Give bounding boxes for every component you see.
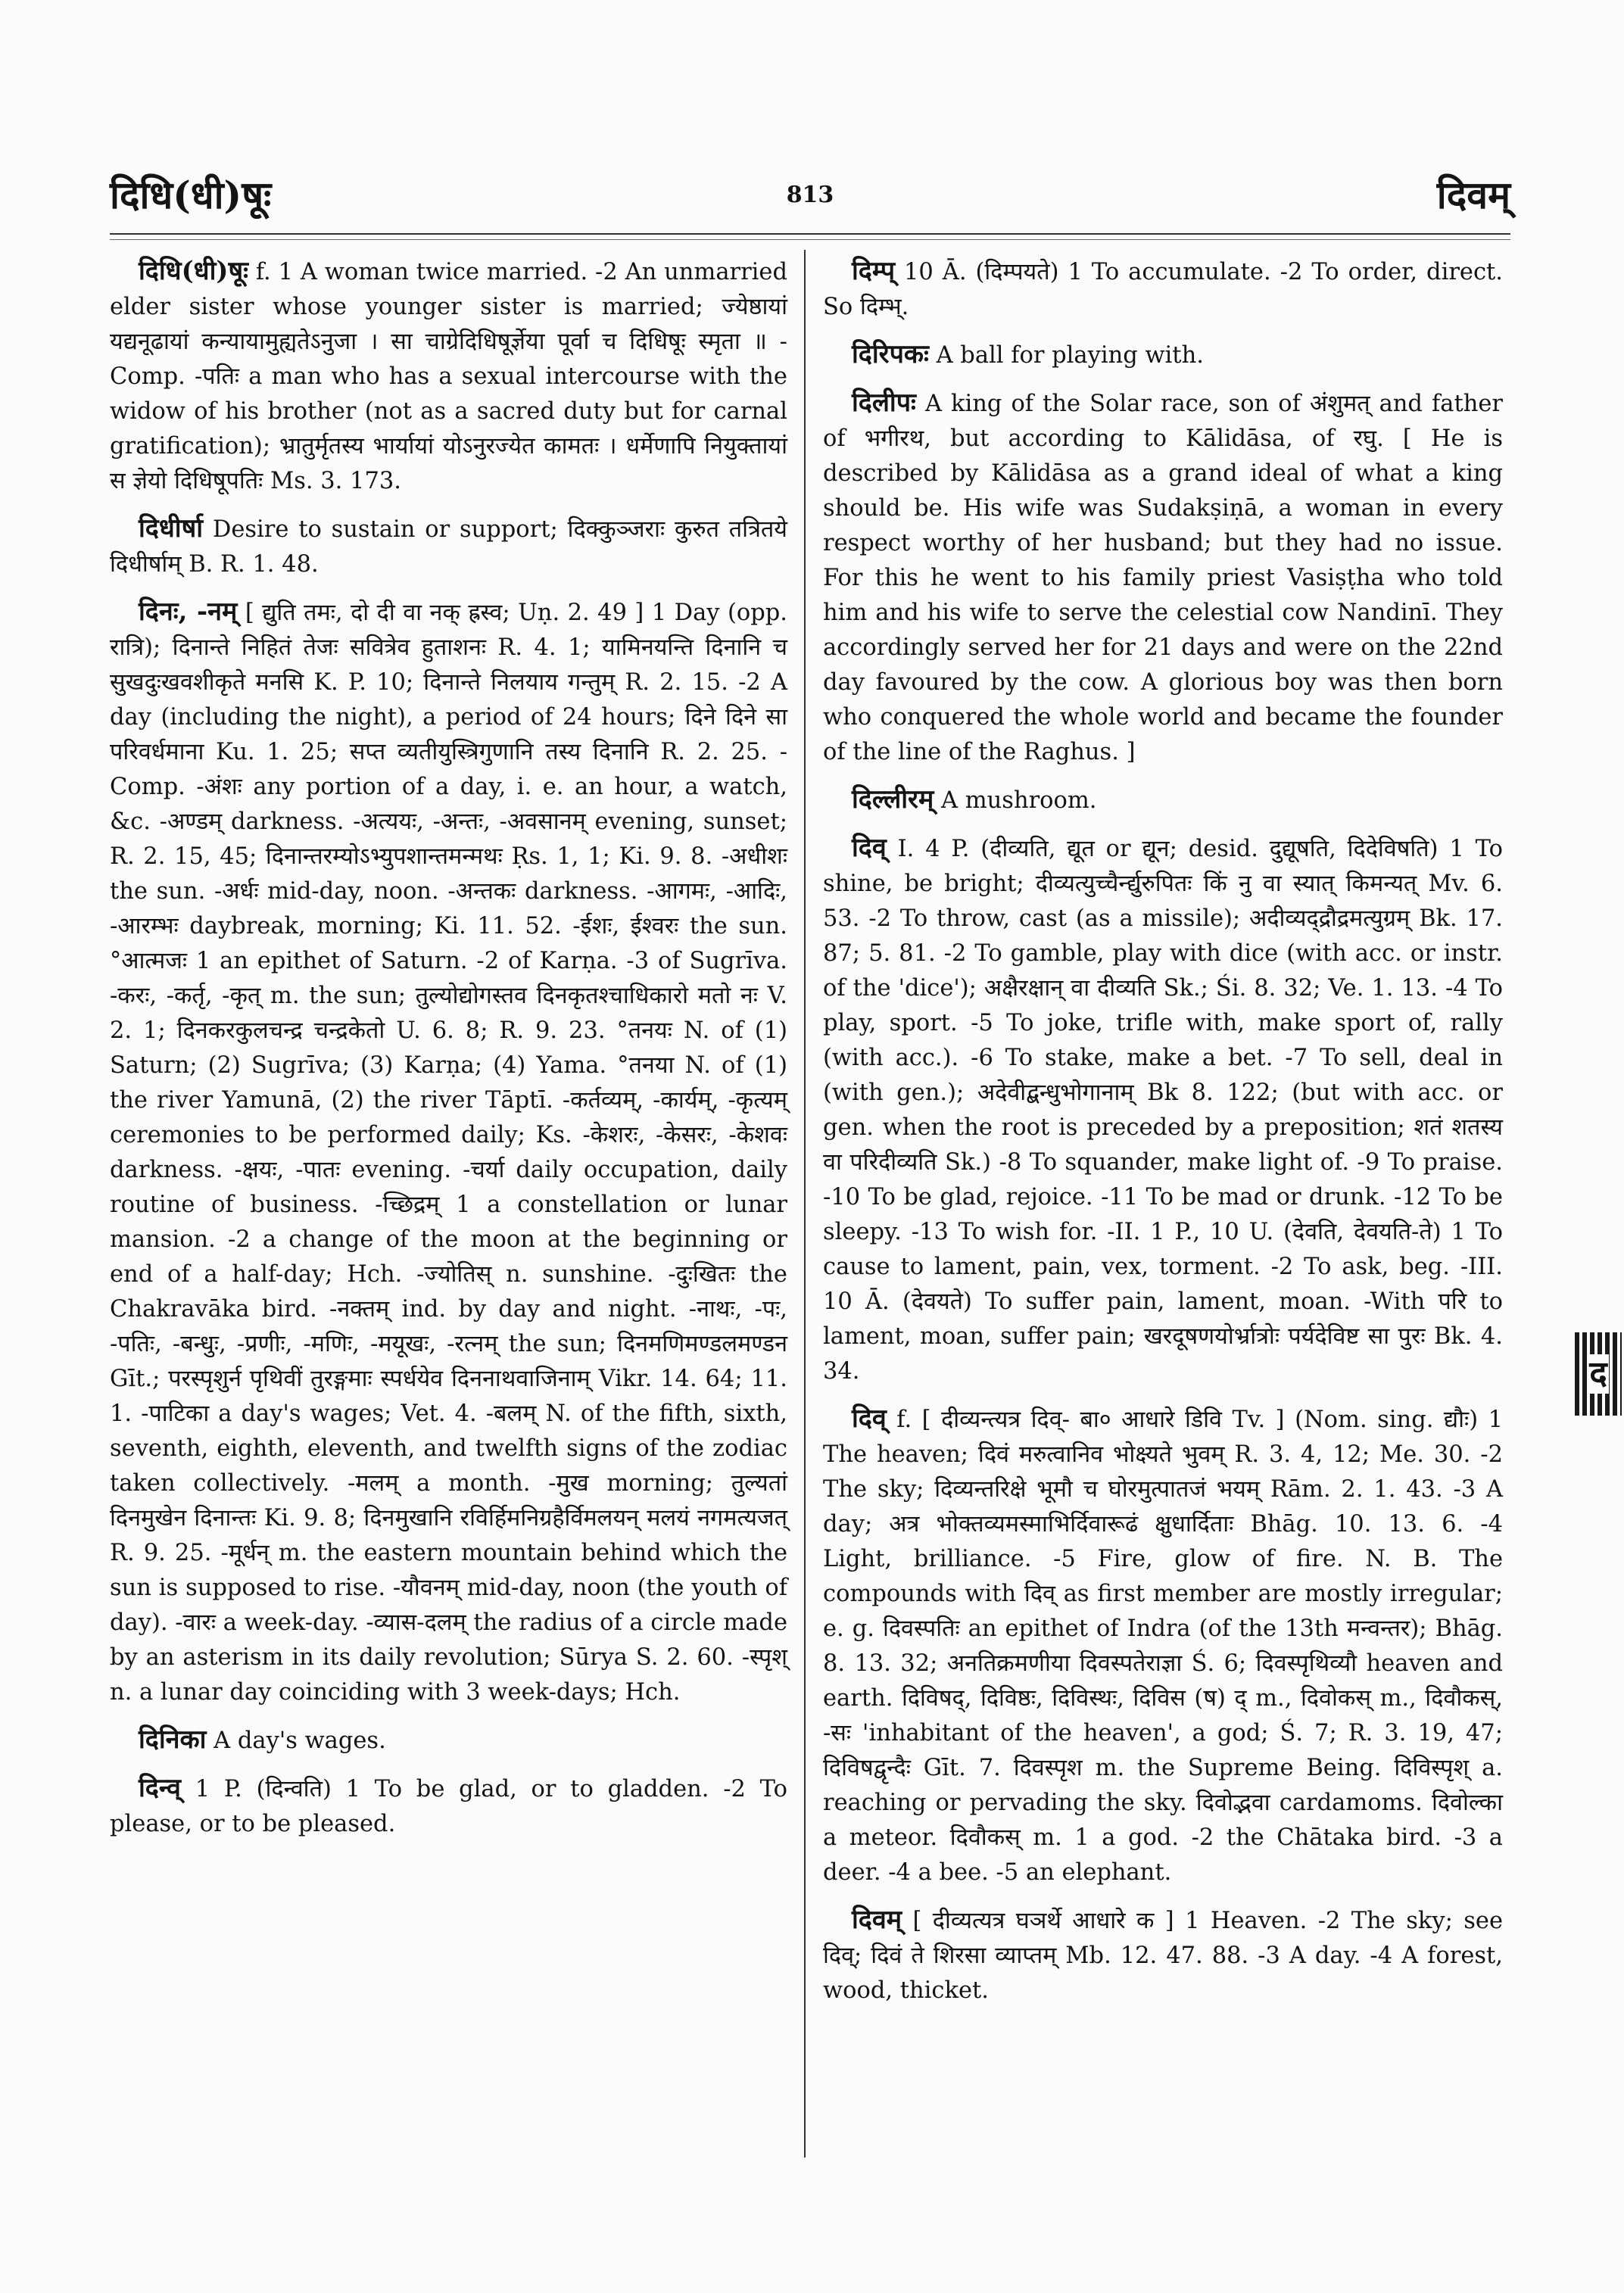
dictionary-entry xyxy=(823,337,1503,373)
entry-headword: दिन्व् xyxy=(139,1773,181,1803)
entry-definition: Desire to sustain or support; दिक्कुञ्जराः कुरुत तत्रितये दिधीर्षाम् B. R. 1. 48. xyxy=(110,516,787,578)
entry-headword: दिलीपः xyxy=(852,388,916,418)
thumb-index-letter: द xyxy=(1589,1354,1607,1393)
entry-headword: दिनः, -नम् xyxy=(139,597,238,627)
entry-definition: f. 1 A woman twice married. -2 An unmarried elder sister whose younger sister is married; ज्येष्ठायां यद्यनूढायां कन्यायामुह्यतेऽनुजा । सा चाग्रेदिधिषूर्ज्ञेया पूर्वा च दिधिषूः स्मृता ॥ -Comp. -पतिः a man who has a sexual intercourse with the widow of his brother (not as a sacred duty but for carnal gratification); भ्रातुर्मृतस्य भार्यायां योऽनुरज्येत कामतः । धर्मेणापि नियुक्तायां स ज्ञेयो दिधिषूपतिः Ms. 3. 173. xyxy=(110,259,787,494)
dictionary-entry xyxy=(823,1902,1503,2008)
entry-definition: A mushroom. xyxy=(941,787,1097,814)
entry-definition: A day's wages. xyxy=(214,1728,386,1754)
entry-definition: 1 P. (दिन्वति) 1 To be glad, or to gladden. -2 To please, or to be pleased. xyxy=(110,1776,787,1837)
entry-definition: [ दीव्यत्यत्र घञर्थे आधारे क ] 1 Heaven. -2 The sky; see दिव्; दिवं ते शिरसा व्याप्तम् Mb. 12. 47. 88. -3 A day. -4 A forest, wood, thicket. xyxy=(823,1908,1503,2004)
entry-headword: दिनिका xyxy=(139,1724,207,1755)
dictionary-entry xyxy=(823,1401,1503,1890)
entry-headword: दिव् xyxy=(852,833,887,863)
left-column xyxy=(110,254,787,1854)
entry-definition: f. [ दीव्यन्त्यत्र दिव्- बा० आधारे डिवि Tv. ] (Nom. sing. द्यौः) 1 The heaven; दिवं मरुत्वानिव भोक्ष्यते भुवम् R. 3. 4, 12; Me. 30. -2 The sky; दिव्यन्तरिक्षे भूमौ च घोरमुत्पातजं भयम् Rām. 2. 1. 43. -3 A day; अत्र भोक्तव्यमस्माभिर्दिवारूढं क्षुधार्दिताः Bhāg. 10. 13. 6. -4 Light, brilliance. -5 Fire, glow of fire. N. B. The compounds with दिव् as first member are mostly irregular; e. g. दिवस्पतिः an epithet of Indra (of the 13th मन्वन्तर); Bhāg. 8. 13. 32; अनतिक्रमणीया दिवस्पतेराज्ञा Ś. 6; दिवस्पृथिव्यौ heaven and earth. दिविषद्, दिविष्ठः, दिविस्थः, दिविस (ष) द् m., दिवोकस् m., दिवौकस्, -सः 'inhabitant of the heaven', a god; Ś. 7; R. 3. 19, 47; दिविषद्वृन्दैः Gīt. 7. दिवस्पृश m. the Supreme Being. दिविस्पृश् a. reaching or pervading the sky. दिवोद्भवा cardamoms. दिवोल्का a meteor. दिवौकस् m. 1 a god. -2 the Chātaka bird. -3 a deer. -4 a bee. -5 an elephant. xyxy=(823,1407,1503,1886)
right-running-headword: दिवम् xyxy=(1436,173,1510,217)
entry-headword: दिरिपकः xyxy=(852,339,929,369)
entry-headword: दिवम् xyxy=(852,1905,902,1935)
header-rule xyxy=(110,233,1510,235)
dictionary-entry xyxy=(823,254,1503,325)
left-running-headword: दिधि(धी)षूः xyxy=(110,173,272,217)
entry-headword: दिधीर्षा xyxy=(139,513,204,544)
dictionary-entry xyxy=(110,511,787,582)
dictionary-entry xyxy=(110,1722,787,1759)
entry-definition: A ball for playing with. xyxy=(936,342,1204,369)
dictionary-entry xyxy=(823,385,1503,770)
header-rule-thin xyxy=(110,239,1510,240)
thumb-index-tab xyxy=(1575,1332,1622,1416)
dictionary-entry xyxy=(110,254,787,499)
dictionary-entry xyxy=(823,782,1503,818)
entry-definition: I. 4 P. (दीव्यति, द्यूत or द्यून; desid. दुद्यूषति, दिदेविषति) 1 To shine, be bright; दीव्यत्युच्चैर्न्द्युरुपितः किं नु वा स्यात् किमन्यत् Mv. 6. 53. -2 To throw, cast (as a missile); अदीव्यद्द्रौद्रमत्युग्रम् Bk. 17. 87; 5. 81. -2 To gamble, play with dice (with acc. or instr. of the 'dice'); अक्षैरक्षान् वा दीव्यति Sk.; Śi. 8. 32; Ve. 1. 13. -4 To play, sport. -5 To joke, trifle with, make sport of, rally (with acc.). -6 To stake, make a bet. -7 To sell, deal in (with gen.); अदेवीद्बन्धुभोगानाम् Bk 8. 122; (but with acc. or gen. when the root is preceded by a preposition; शतं शतस्य वा परिदीव्यति Sk.) -8 To squander, make light of. -9 To praise. -10 To be glad, rejoice. -11 To be mad or drunk. -12 To be sleepy. -13 To wish for. -II. 1 P., 10 U. (देवति, देवयति-ते) 1 To cause to lament, pain, vex, torment. -2 To ask, beg. -III. 10 Ā. (देवयते) To suffer pain, lament, moan. -With परि to lament, moan, suffer pain; खरदूषणयोर्भ्रात्रोः पर्यदेविष्ट सा पुरः Bk. 4. 34. xyxy=(823,836,1503,1385)
dictionary-entry xyxy=(110,594,787,1710)
entry-definition: 10 Ā. (दिम्पयते) 1 To accumulate. -2 To order, direct. So दिम्भ्. xyxy=(823,259,1503,320)
dictionary-entry xyxy=(110,1771,787,1842)
entry-headword: दिम्प् xyxy=(852,256,896,286)
page-header xyxy=(110,168,1510,221)
column-divider xyxy=(804,250,806,2157)
entry-headword: दिल्लीरम् xyxy=(852,784,934,815)
entry-headword: दिधि(धी)षूः xyxy=(139,256,248,286)
dictionary-entry xyxy=(823,830,1503,1389)
page-number: 813 xyxy=(786,182,834,208)
entry-headword: दिव् xyxy=(852,1404,887,1434)
entry-definition: [ द्युति तमः, दो दी वा नक् ह्रस्व; Uṇ. 2. 49 ] 1 Day (opp. रात्रि); दिनान्ते निहितं तेजः सवित्रेव हुताशनः R. 4. 1; यामिनयन्ति दिनानि च सुखदुःखवशीकृते मनसि K. P. 10; दिनान्ते निलयाय गन्तुम् R. 2. 15. -2 A day (including the night), a period of 24 hours; दिने दिने सा परिवर्धमाना Ku. 1. 25; सप्त व्यतीयुस्त्रिगुणानि तस्य दिनानि R. 2. 25. -Comp. -अंशः any portion of a day, i. e. an hour, a watch, &c. -अण्डम् darkness. -अत्ययः, -अन्तः, -अवसानम् evening, sunset; R. 2. 15, 45; दिनान्तरम्योऽभ्युपशान्तमन्मथः Ṛs. 1, 1; Ki. 9. 8. -अधीशः the sun. -अर्धः mid-day, noon. -अन्तकः darkness. -आगमः, -आदिः, -आरम्भः daybreak, morning; Ki. 11. 52. -ईशः, ईश्वरः the sun. °आत्मजः 1 an epithet of Saturn. -2 of Karṇa. -3 of Sugrīva. -करः, -कर्तृ, -कृत् m. the sun; तुल्योद्योगस्तव दिनकृतश्चाधिकारो मतो नः V. 2. 1; दिनकरकुलचन्द्र चन्द्रकेतो U. 6. 8; R. 9. 23. °तनयः N. of (1) Saturn; (2) Sugrīva; (3) Karṇa; (4) Yama. °तनया N. of (1) the river Yamunā, (2) the river Tāptī. -कर्तव्यम्, -कार्यम्, -कृत्यम् ceremonies to be performed daily; Ks. -केशरः, -केसरः, -केशवः darkness. -क्षयः, -पातः evening. -चर्या daily occupation, daily routine of business. -च्छिद्रम् 1 a constellation or lunar mansion. -2 a change of the moon at the beginning or end of a half-day; Hch. -ज्योतिस् n. sunshine. -दुःखितः the Chakravāka bird. -नक्तम् ind. by day and night. -नाथः, -पः, -पतिः, -बन्धुः, -प्रणीः, -मणिः, -मयूखः, -रत्नम् the sun; दिनमणिमण्डलमण्डन Gīt.; परस्पृशुर्न पृथिवीं तुरङ्गमाः स्पर्धयेव दिननाथवाजिनाम् Vikr. 14. 64; 11. 1. -पाटिका a day's wages; Vet. 4. -बलम् N. of the fifth, sixth, seventh, eighth, eleventh, and twelfth signs of the zodiac taken collectively. -मलम् a month. -मुख morning; तुल्यतां दिनमुखेन दिनान्तः Ki. 9. 8; दिनमुखानि रविर्हिमनिग्रहैर्विमलयन् मलयं नगमत्यजत् R. 9. 25. -मूर्धन् m. the eastern mountain behind which the sun is supposed to rise. -यौवनम् mid-day, noon (the youth of day). -वारः a week-day. -व्यास-दलम् the radius of a circle made by an asterism in its daily revolution; Sūrya S. 2. 60. -स्पृश् n. a lunar day coinciding with 3 week-days; Hch. xyxy=(110,600,787,1706)
entry-definition: A king of the Solar race, son of अंशुमत् and father of भगीरथ, but according to Kālidāsa, of रघु. [ He is described by Kālidāsa as a grand ideal of what a king should be. His wife was Sudakṣiṇā, a woman in every respect worthy of her husband; but they had no issue. For this he went to his family priest Vasiṣṭha who told him and his wife to serve the celestial cow Nandinī. They accordingly served her for 21 days and were on the 22nd day favoured by the cow. A glorious boy was then born who conquered the whole world and became the founder of the line of the Raghus. ] xyxy=(823,391,1503,765)
right-column xyxy=(823,254,1503,2020)
